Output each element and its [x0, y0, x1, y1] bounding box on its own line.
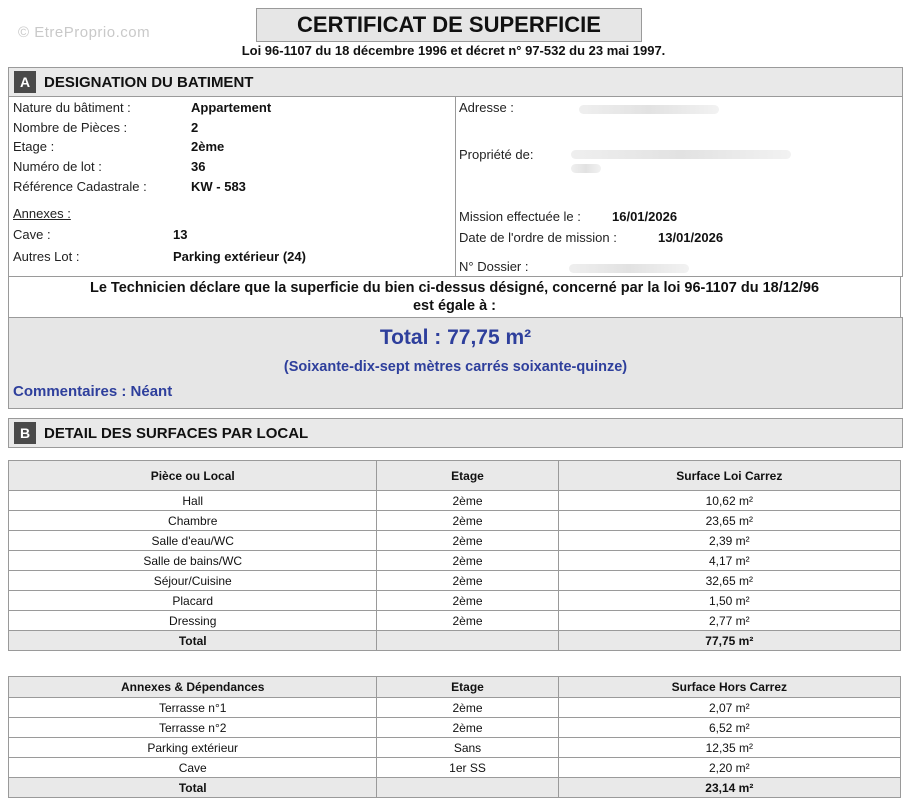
- row-etage: 2ème: [377, 511, 558, 531]
- info-divider: [455, 96, 456, 276]
- row-etage: 2ème: [377, 551, 558, 571]
- annexes-header-piece: Annexes & Dépendances: [9, 677, 377, 698]
- autres-lot-value: Parking extérieur (24): [173, 249, 306, 264]
- total-surface-value: 23,14 m²: [558, 778, 900, 798]
- pieces-label: Nombre de Pièces :: [13, 120, 128, 135]
- annexes-total-row: [9, 778, 901, 798]
- annexes-header-etage: Etage: [377, 677, 558, 698]
- table-row: [9, 531, 901, 551]
- total-surface-words: (Soixante-dix-sept mètres carrés soixante-quinze): [283, 359, 628, 375]
- row-piece: Terrasse n°2: [9, 718, 377, 738]
- redacted-owner: [571, 150, 791, 159]
- row-etage: 2ème: [377, 591, 558, 611]
- carrez-total-row: [9, 631, 901, 651]
- row-piece: Terrasse n°1: [9, 698, 377, 718]
- row-etage: 2ème: [377, 698, 558, 718]
- row-surface: 2,20 m²: [558, 758, 900, 778]
- table-row: [9, 738, 901, 758]
- row-surface: 10,62 m²: [558, 491, 900, 511]
- section-b-letter: B: [14, 422, 36, 444]
- row-surface: 23,65 m²: [558, 511, 900, 531]
- section-a-header: [8, 67, 903, 97]
- building-info-box: [8, 96, 903, 277]
- row-etage: 2ème: [377, 491, 558, 511]
- row-piece: Salle de bains/WC: [9, 551, 377, 571]
- mission-date: 16/01/2026: [612, 209, 678, 224]
- row-surface: 2,07 m²: [558, 698, 900, 718]
- table-row: [9, 611, 901, 631]
- declaration-line-2: est égale à :: [412, 298, 496, 314]
- nature-label: Nature du bâtiment :: [13, 100, 131, 115]
- carrez-table: [8, 460, 901, 651]
- row-surface: 12,35 m²: [558, 738, 900, 758]
- row-piece: Salle d'eau/WC: [9, 531, 377, 551]
- cave-value: 13: [173, 227, 188, 242]
- row-piece: Parking extérieur: [9, 738, 377, 758]
- etage-label: Etage :: [13, 139, 55, 154]
- row-etage: 2ème: [377, 611, 558, 631]
- section-a-letter: A: [14, 71, 36, 93]
- document-subtitle: Loi 96-1107 du 18 décembre 1996 et décret n° 97-532 du 23 mai 1997.: [241, 43, 666, 58]
- section-b-title: DETAIL DES SURFACES PAR LOCAL: [44, 424, 309, 442]
- declaration-line-1: Le Technicien déclare que la superficie du bien ci-dessus désigné, concerné par la loi 96-1107 du 18/12/96: [89, 280, 820, 296]
- ordre-date: 13/01/2026: [658, 230, 724, 245]
- ordre-label: Date de l'ordre de mission :: [459, 230, 617, 245]
- row-etage: 2ème: [377, 571, 558, 591]
- carrez-header-piece: Pièce ou Local: [9, 461, 377, 491]
- total-surface: Total : 77,75 m²: [379, 326, 532, 349]
- cadastre-label: Référence Cadastrale :: [13, 179, 147, 194]
- row-etage: Sans: [377, 738, 558, 758]
- table-row: [9, 591, 901, 611]
- row-piece: Placard: [9, 591, 377, 611]
- row-etage: 2ème: [377, 531, 558, 551]
- row-surface: 32,65 m²: [558, 571, 900, 591]
- row-surface: 2,39 m²: [558, 531, 900, 551]
- row-piece: Dressing: [9, 611, 377, 631]
- declaration-text: [8, 277, 901, 317]
- section-b-header: [8, 418, 903, 448]
- table-row: [9, 698, 901, 718]
- row-piece: Chambre: [9, 511, 377, 531]
- table-row: [9, 571, 901, 591]
- comments-text: Commentaires : Néant: [13, 383, 173, 400]
- lot-label: Numéro de lot :: [13, 159, 102, 174]
- annexes-label: Annexes :: [13, 206, 71, 221]
- cadastre-value: KW - 583: [191, 179, 246, 194]
- carrez-header-surface: Surface Loi Carrez: [558, 461, 900, 491]
- dossier-label: N° Dossier :: [459, 259, 529, 274]
- table-row: [9, 491, 901, 511]
- table-row: [9, 718, 901, 738]
- annexes-header-surface: Surface Hors Carrez: [558, 677, 900, 698]
- row-surface: 1,50 m²: [558, 591, 900, 611]
- watermark-text: © EtreProprio.com: [18, 24, 151, 41]
- autres-lot-label: Autres Lot :: [13, 249, 80, 264]
- carrez-header-etage: Etage: [377, 461, 558, 491]
- row-etage: 1er SS: [377, 758, 558, 778]
- total-box: [8, 317, 903, 409]
- redacted-address: [579, 105, 719, 114]
- total-surface-value: 77,75 m²: [558, 631, 900, 651]
- total-label: Total: [9, 631, 377, 651]
- row-piece: Hall: [9, 491, 377, 511]
- mission-label: Mission effectuée le :: [459, 209, 581, 224]
- row-piece: Cave: [9, 758, 377, 778]
- nature-value: Appartement: [191, 100, 272, 115]
- row-piece: Séjour/Cuisine: [9, 571, 377, 591]
- etage-value: 2ème: [191, 139, 225, 154]
- total-etage: [377, 631, 558, 651]
- adresse-label: Adresse :: [459, 100, 514, 115]
- redacted-dossier: [569, 264, 689, 273]
- proprio-label: Propriété de:: [459, 147, 534, 162]
- annexes-table: [8, 676, 901, 798]
- table-row: [9, 758, 901, 778]
- section-a-title: DESIGNATION DU BATIMENT: [44, 73, 254, 91]
- row-surface: 2,77 m²: [558, 611, 900, 631]
- row-etage: 2ème: [377, 718, 558, 738]
- total-etage: [377, 778, 558, 798]
- lot-value: 36: [191, 159, 206, 174]
- row-surface: 4,17 m²: [558, 551, 900, 571]
- redacted-owner-extra: [571, 164, 601, 173]
- pieces-value: 2: [191, 120, 199, 135]
- table-row: [9, 551, 901, 571]
- row-surface: 6,52 m²: [558, 718, 900, 738]
- total-label: Total: [9, 778, 377, 798]
- document-title: CERTIFICAT DE SUPERFICIE: [256, 8, 642, 42]
- table-row: [9, 511, 901, 531]
- cave-label: Cave :: [13, 227, 51, 242]
